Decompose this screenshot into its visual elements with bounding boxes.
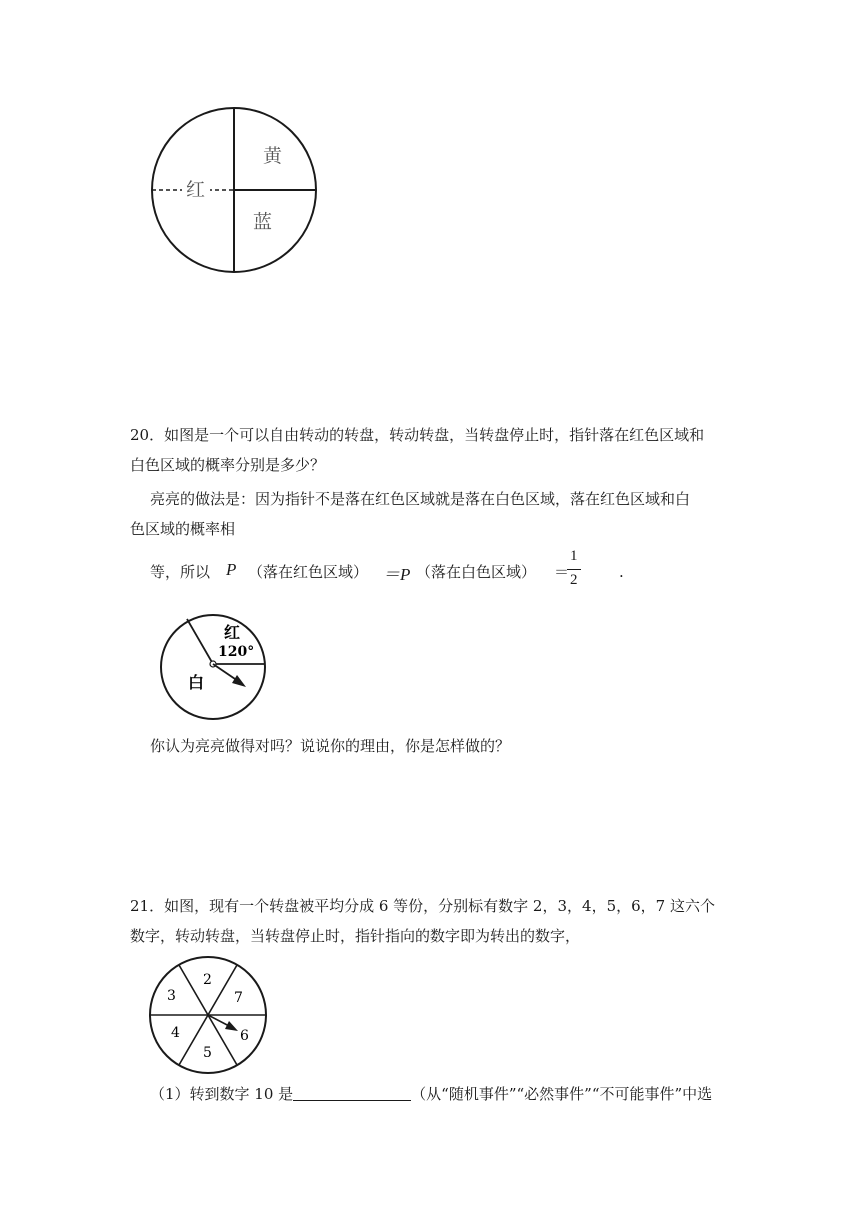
sector-number-7: 7 bbox=[234, 990, 243, 1006]
answer-blank[interactable] bbox=[293, 1086, 411, 1101]
q21-sub1-suffix: （从“随机事件”“必然事件”“不可能事件”中选 bbox=[411, 1085, 713, 1103]
q21-sub1-prefix: （1）转到数字 10 是 bbox=[150, 1085, 294, 1103]
eq-equals: ＝ bbox=[554, 563, 570, 581]
label-red-region: 红 bbox=[224, 623, 241, 642]
eq-p2: ＝P bbox=[383, 565, 411, 584]
label-white-region: 白 bbox=[188, 673, 205, 692]
pointer-arrowhead-3 bbox=[225, 1021, 238, 1031]
q20-probability-equation bbox=[150, 548, 640, 598]
radius-to-upper-left bbox=[187, 619, 213, 664]
q20-line3: 亮亮的做法是：因为指针不是落在红色区域就是落在白色区域，落在红色区域和白 bbox=[150, 490, 691, 508]
eq-p1: P bbox=[226, 560, 237, 579]
pointer-arrowhead bbox=[232, 675, 246, 687]
eq-numerator: 1 bbox=[570, 548, 578, 564]
q20-line2: 白色区域的概率分别是多少？ bbox=[130, 456, 326, 474]
q21-line2: 数字，转动转盘，当转盘停止时，指针指向的数字即为转出的数字， bbox=[130, 927, 581, 945]
sector-number-2: 2 bbox=[203, 972, 212, 988]
sector-number-4: 4 bbox=[171, 1025, 180, 1041]
spinner-figure-red-white bbox=[158, 612, 268, 722]
label-angle: 120° bbox=[218, 644, 255, 660]
q20-question: 你认为亮亮做得对吗？说说你的理由，你是怎样做的？ bbox=[150, 737, 511, 755]
eq-prefix: 等，所以 bbox=[150, 563, 211, 581]
sector-number-3: 3 bbox=[167, 988, 176, 1004]
sector-number-6: 6 bbox=[240, 1028, 249, 1044]
eq-end: . bbox=[619, 563, 624, 581]
eq-denominator: 2 bbox=[570, 572, 578, 588]
q20-line4: 色区域的概率相 bbox=[130, 520, 236, 538]
q20-line1: 20．如图是一个可以自由转动的转盘，转动转盘，当转盘停止时，指针落在红色区域和 bbox=[130, 426, 705, 444]
fraction-bar bbox=[567, 569, 581, 570]
eq-paren1: （落在红色区域） bbox=[248, 563, 369, 581]
spinner-figure-red-yellow-blue bbox=[146, 102, 322, 278]
q21-sub1 bbox=[150, 1084, 712, 1104]
pointer-line bbox=[213, 664, 238, 681]
six-sector-spinner-figure bbox=[148, 955, 268, 1075]
eq-paren2: （落在白色区域） bbox=[416, 563, 537, 581]
label-yellow: 黄 bbox=[263, 145, 283, 167]
sector-number-5: 5 bbox=[203, 1045, 212, 1061]
label-red: 红 bbox=[186, 179, 206, 201]
label-blue: 蓝 bbox=[253, 211, 273, 233]
q21-line1: 21．如图，现有一个转盘被平均分成 6 等份，分别标有数字 2，3，4，5，6，7 这六个 bbox=[130, 897, 715, 915]
